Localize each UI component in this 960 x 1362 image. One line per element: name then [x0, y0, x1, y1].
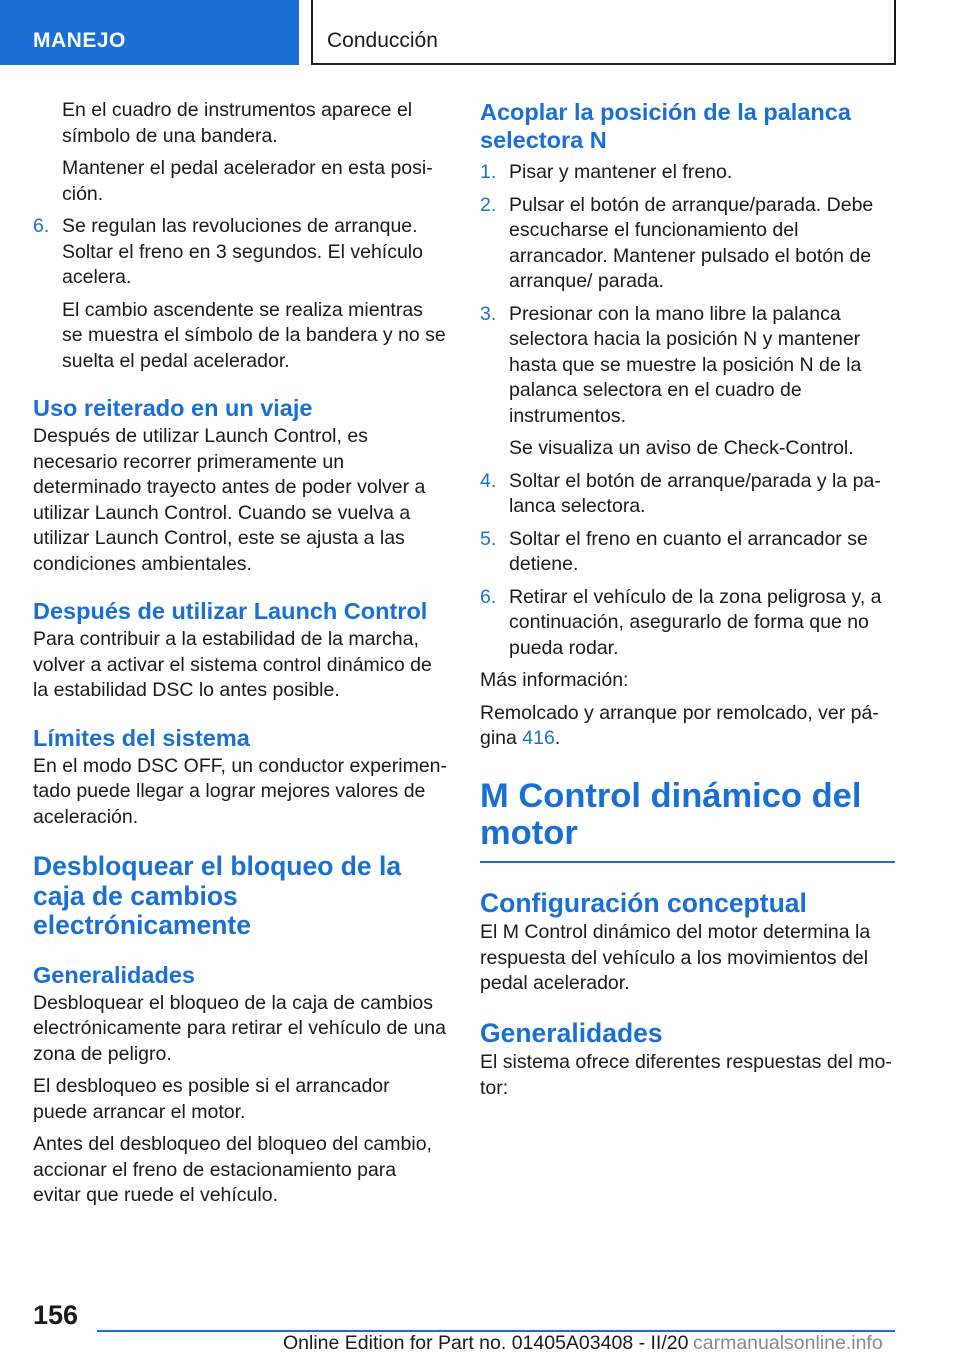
list-item — [480, 302, 895, 462]
paragraph: Antes del desbloqueo del bloqueo del cambio, accionar el freno de estacionamiento para evitar que ruede el vehículo. — [33, 1133, 432, 1206]
step-list — [480, 160, 895, 661]
paragraph: Desbloquear el bloqueo de la caja de cambios electrónicamente para retirar el vehículo de una zona de peligro. — [33, 991, 446, 1065]
right-column — [480, 98, 895, 1108]
heading-generalidades: Generalidades — [33, 961, 195, 988]
step-text: Pulsar el botón de arranque/parada. Debe escucharse el funcionamiento del arrancador. Mantener pulsado el botón de arranque/ parada. — [509, 193, 874, 292]
list-item — [480, 527, 895, 578]
step-text: Soltar el freno en cuanto el arrancador se detiene. — [509, 527, 868, 575]
step-text: Soltar el botón de arranque/parada y la palanca selectora. — [509, 469, 881, 517]
step-text: Pisar y mantener el freno. — [509, 161, 733, 183]
paragraph: Para contribuir a la estabilidad de la marcha, volver a activar el sistema control dinámico de la estabilidad DSC lo antes posible. — [33, 628, 432, 701]
watermark: carmanualsonline.info — [693, 1332, 883, 1354]
step-number: 3. — [480, 302, 497, 325]
page-link-416[interactable]: 416 — [522, 727, 555, 749]
paragraph: El desbloqueo es posible si el arrancador puede arrancar el motor. — [33, 1075, 390, 1123]
heading-limites-sistema: Límites del sistema — [33, 724, 250, 751]
section-title: MANEJO — [33, 29, 126, 52]
step-note: Se visualiza un aviso de Check-Control. — [509, 437, 854, 459]
edition-note: Online Edition for Part no. 01405A03408 - II/20 — [283, 1332, 689, 1354]
paragraph: En el modo DSC OFF, un conductor experimentado puede llegar a lograr mejores valores de aceleración. — [33, 754, 448, 828]
section-tab — [0, 0, 299, 65]
paragraph: Más información: — [480, 669, 629, 691]
left-column — [33, 98, 448, 1216]
step-number: 2. — [480, 193, 497, 216]
heading-generalidades: Generalidades — [480, 1017, 663, 1048]
paragraph: En el cuadro de instrumentos aparece el símbolo de una bandera. — [62, 99, 413, 147]
heading-acoplar-posicion-n: Acoplar la posición de la palanca selectora N — [480, 99, 851, 153]
list-item — [480, 193, 895, 295]
heading-m-control-dinamico: M Control dinámico del motor — [480, 778, 895, 863]
reference-end: . — [554, 727, 561, 749]
page-number: 156 — [33, 1300, 79, 1330]
list-item — [480, 469, 895, 520]
heading-uso-reiterado: Uso reiterado en un viaje — [33, 395, 313, 421]
chapter-title: Conducción — [327, 29, 438, 52]
list-item — [33, 214, 448, 374]
heading-despues-launch-control: Después de utilizar Launch Control — [33, 598, 428, 624]
step-number: 4. — [480, 469, 497, 492]
heading-configuracion-conceptual: Configuración conceptual — [480, 887, 807, 918]
paragraph: El sistema ofrece diferentes respuestas del motor: — [480, 1051, 892, 1099]
paragraph: Después de utilizar Launch Control, es necesario recorrer primeramente un determinado trayecto antes de poder volver a utilizar Launch Control. Cuando se vuelva a utilizar Launch Control, este se ajusta a las condiciones ambientales. — [33, 425, 426, 575]
step-number: 5. — [480, 527, 497, 550]
cross-reference — [480, 701, 895, 752]
step-text: Retirar el vehículo de la zona peligrosa y, a continuación, asegurarlo de forma que no pueda rodar. — [509, 585, 882, 659]
paragraph: El M Control dinámico del motor determina la respuesta del vehículo a los movimientos del pedal acelerador. — [480, 921, 871, 994]
step-list — [33, 214, 448, 374]
step-note: El cambio ascendente se realiza mientras se muestra el símbolo de la bandera y no se suelta el pedal acelerador. — [62, 298, 446, 372]
reference-text: Remolcado y arranque por remolcado, ver página — [480, 701, 879, 749]
chapter-header — [311, 0, 896, 65]
step-text: Presionar con la mano libre la palanca selectora hacia la posición N y mantener hasta que se muestre la posición N de la palanca selectora en el cuadro de instrumentos. — [509, 302, 862, 427]
step-number: 1. — [480, 161, 497, 183]
list-item — [480, 160, 895, 186]
paragraph: Mantener el pedal acelerador en esta posición. — [62, 157, 433, 205]
heading-desbloquear: Desbloquear el bloqueo de la caja de cambios electrónicamente — [33, 851, 402, 940]
step-number: 6. — [480, 585, 497, 608]
step-text: Se regulan las revoluciones de arranque. Soltar el freno en 3 segundos. El vehículo acelera. — [62, 215, 423, 288]
list-item — [480, 585, 895, 662]
step-number: 6. — [33, 215, 50, 237]
